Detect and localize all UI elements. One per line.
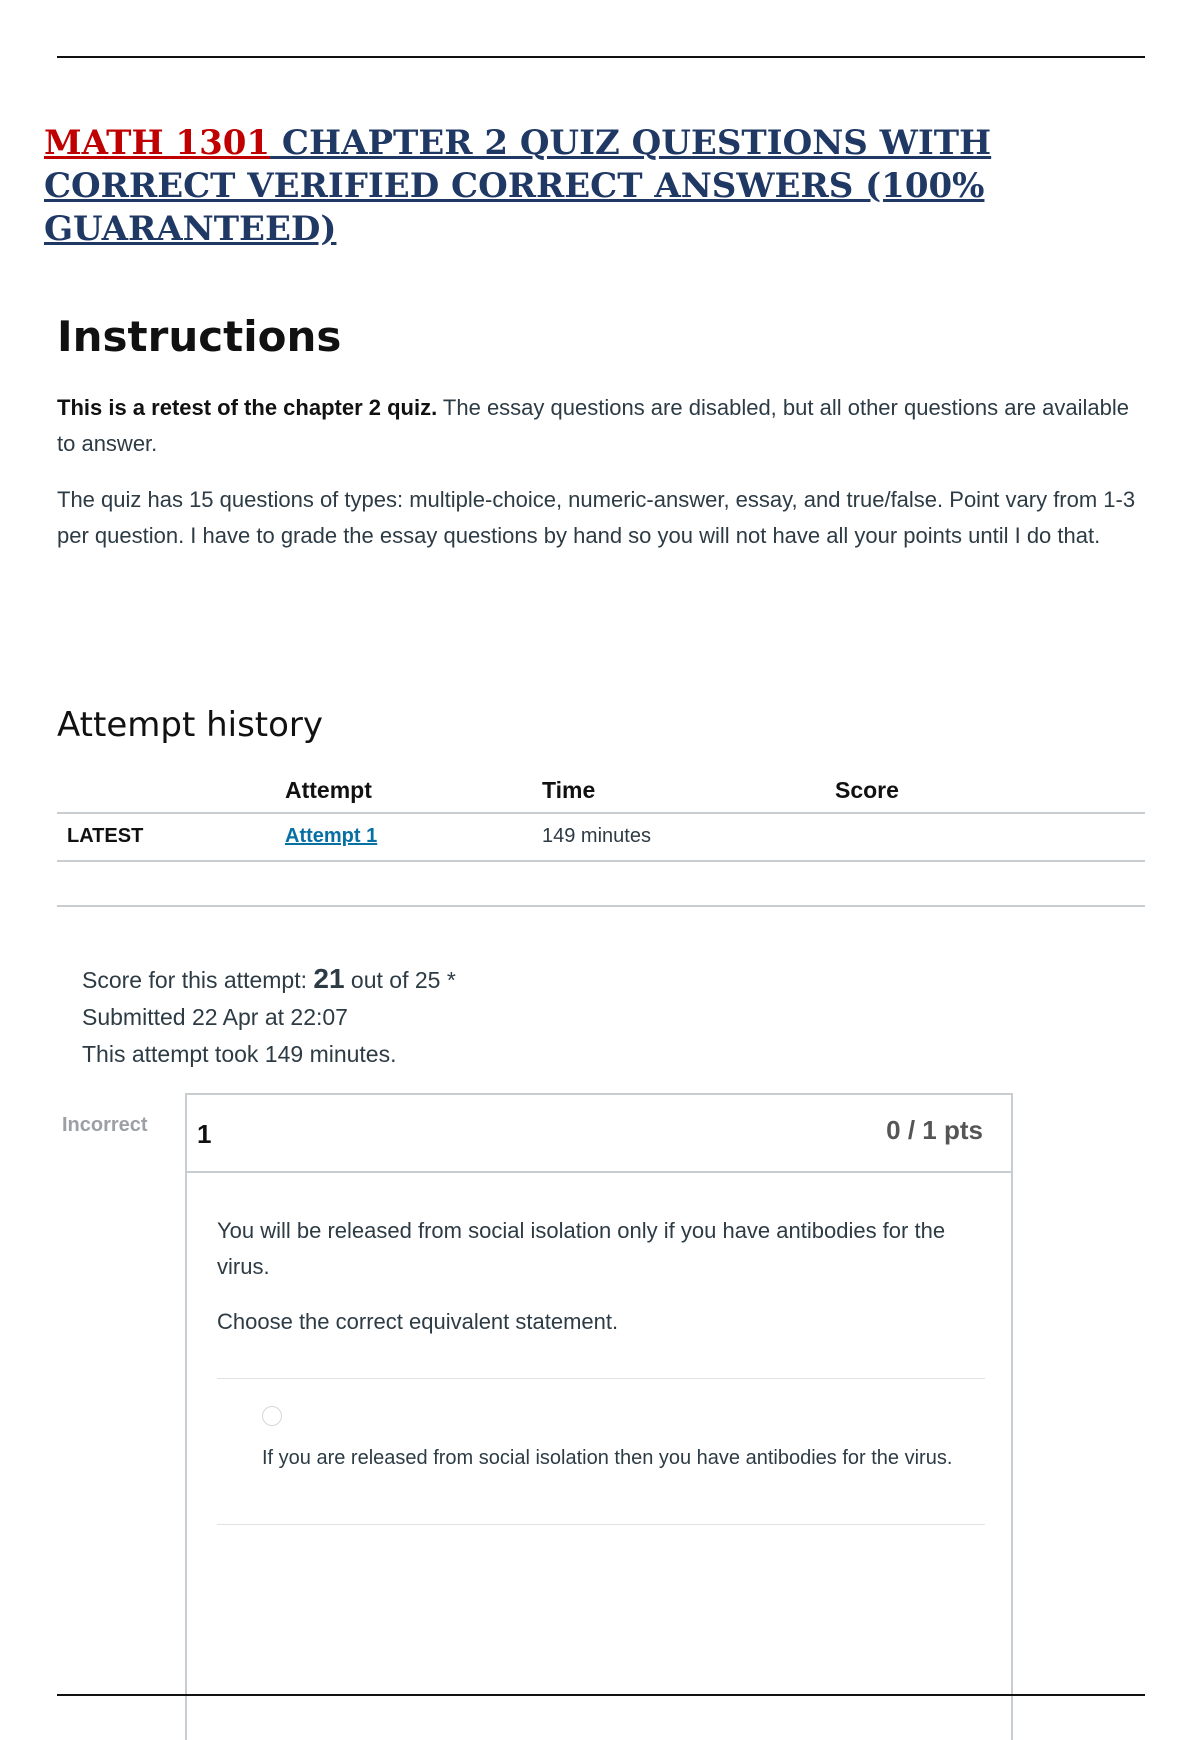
- question-points: 0 / 1 pts: [886, 1115, 983, 1145]
- top-rule: [57, 56, 1145, 58]
- column-header-attempt: Attempt: [285, 777, 372, 803]
- section-divider: [57, 905, 1145, 907]
- table-header-row: [57, 770, 1145, 814]
- title-course-code: MATH 1301: [44, 123, 271, 163]
- answer-option-1[interactable]: If you are released from social isolation then you have antibodies for the virus.: [262, 1447, 953, 1469]
- score-summary: [82, 960, 456, 1073]
- question-prompt: Choose the correct equivalent statement.: [217, 1309, 619, 1334]
- instructions-heading: Instructions: [57, 312, 342, 361]
- attempt-history-table: [57, 770, 1145, 862]
- question-status-label: Incorrect: [62, 1114, 148, 1136]
- instructions-paragraph-2: The quiz has 15 questions of types: multiple-choice, numeric-answer, essay, and true/false. Point vary from 1-3 per question. I have to grade the essay questions by hand so you will not have all your points until I do that.: [57, 487, 1136, 548]
- score-prefix: Score for this attempt:: [82, 967, 314, 993]
- question-number: 1: [197, 1119, 212, 1149]
- submitted-line: Submitted 22 Apr at 22:07: [82, 1004, 348, 1030]
- score-value: 21: [313, 963, 345, 994]
- column-header-time: Time: [542, 777, 596, 803]
- answer-divider: [217, 1378, 985, 1379]
- attempt-history-heading: Attempt history: [57, 705, 324, 745]
- score-suffix: out of 25 *: [344, 967, 456, 993]
- title-text: CHAPTER 2 QUIZ QUESTIONS WITH CORRECT VERIFIED CORRECT ANSWERS (100% GUARANTEED): [44, 123, 992, 249]
- question-card: [185, 1093, 1013, 1740]
- answer-radio-1[interactable]: [262, 1406, 282, 1426]
- attempt-1-link[interactable]: Attempt 1: [285, 825, 378, 847]
- instructions-paragraph-1: [57, 390, 1147, 462]
- instructions-p1-rest: The essay questions are disabled, but all other questions are available to answer.: [57, 395, 1130, 456]
- duration-line: This attempt took 149 minutes.: [82, 1041, 397, 1067]
- question-text: You will be released from social isolation only if you have antibodies for the virus.: [217, 1218, 946, 1279]
- latest-label: LATEST: [67, 825, 144, 847]
- answer-divider: [217, 1524, 985, 1525]
- table-row: [57, 814, 1145, 862]
- column-header-score: Score: [835, 777, 899, 803]
- attempt-time: 149 minutes: [542, 825, 651, 847]
- attempt-link-cell: [285, 814, 377, 858]
- instructions-lead: This is a retest of the chapter 2 quiz.: [57, 395, 438, 420]
- question-header: [187, 1095, 1011, 1173]
- bottom-rule: [57, 1694, 1145, 1696]
- document-title: [44, 122, 1144, 251]
- score-line: [82, 960, 456, 999]
